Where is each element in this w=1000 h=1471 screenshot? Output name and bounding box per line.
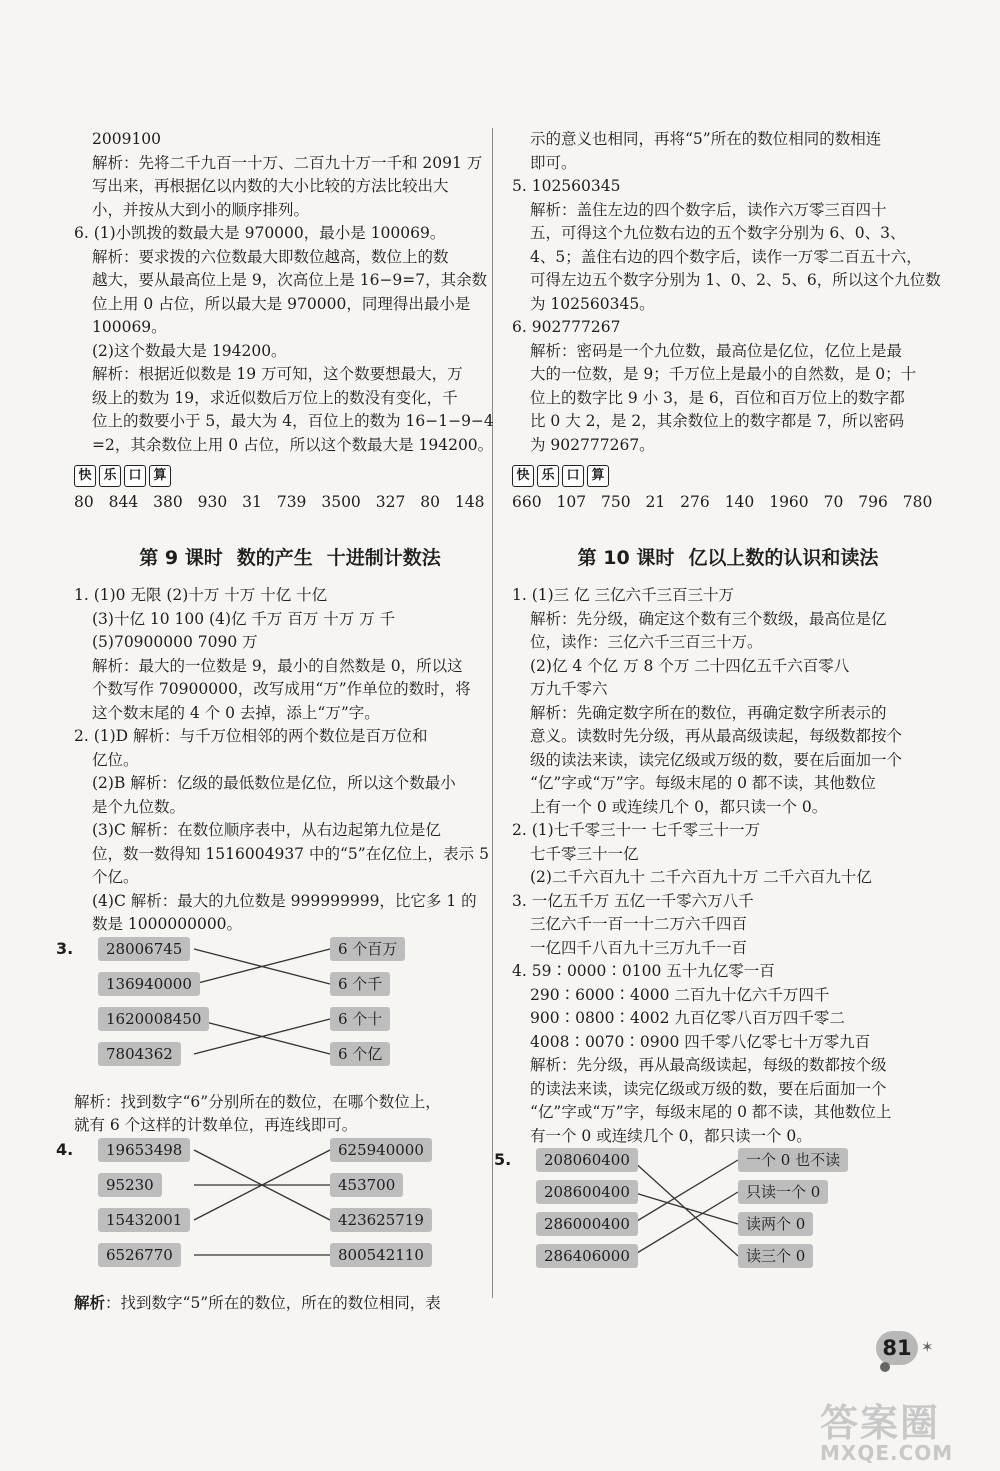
- match-right-box: 453700: [330, 1173, 403, 1197]
- text-line: 解析：先分级，再从最高级读起，每级的数都按个级: [530, 1056, 887, 1074]
- q3-matching: 3. 28006745 136940000 1620008450 7804362 6 个百万 6 个千 6 个十 6 个亿: [74, 937, 506, 1087]
- right-answers-top: [512, 128, 944, 457]
- text-line: 比 0 大 2，是 2，其余数位上的数字都是 7，所以密码: [530, 412, 905, 430]
- match-left-box: 1620008450: [98, 1007, 209, 1031]
- text-line: 级上的数为 19，求近似数后万位上的数没有变化，千: [92, 388, 458, 407]
- text-line: 七千零三十一亿: [530, 844, 639, 863]
- left-answers-top: [74, 128, 506, 457]
- text-line: 位，读作：三亿六千三百三十万。: [530, 633, 763, 651]
- q4-explanation: 解析：找到数字“5”所在的数位，所在的数位相同，表: [74, 1293, 441, 1312]
- text-line: 数是 1000000000。: [92, 915, 243, 933]
- text-line: 3. 一亿五千万 五亿一千零六万八千: [512, 891, 754, 910]
- text-line: 290∶6000∶4000 二百九十亿六千万四千: [530, 985, 830, 1004]
- text-line: 5. 102560345: [512, 177, 621, 195]
- text-line: 解析：要求拨的六位数最大即数位越高，数位上的数: [92, 247, 449, 266]
- match-left-box: 19653498: [98, 1138, 190, 1162]
- text-line: 解析：先确定数字所在的数位，再确定数字所表示的: [530, 703, 887, 722]
- text-line: 为 902777267。: [530, 435, 655, 454]
- match-right-box: 6 个千: [330, 972, 390, 996]
- match-left-box: 286406000: [536, 1244, 638, 1268]
- text-line: 解析：找到数字“6”分别所在的数位，在哪个数位上，: [74, 1092, 441, 1111]
- q3-explanation: [74, 1091, 506, 1138]
- match-right-box: 一个 0 也不读: [738, 1148, 848, 1172]
- match-left-box: 136940000: [98, 972, 200, 996]
- q5-matching: 5. 208060400 208600400 286000400 286406000 一个 0 也不读 只读一个 0 读两个 0 读三个 0: [512, 1148, 944, 1280]
- page-number: 81: [876, 1331, 918, 1365]
- match-right-box: 读三个 0: [738, 1244, 813, 1268]
- left-column: [56, 128, 506, 1315]
- text-line: 4008∶0070∶0900 四千零八亿零七十万零九百: [530, 1032, 871, 1051]
- text-line: 4、5；盖住右边的四个数字后，读作一万零二百五十六，: [530, 247, 922, 266]
- text-line: 6. (1)小凯拨的数最大是 970000，最小是 100069。: [74, 224, 446, 242]
- text-line: (2)亿 4 个亿 万 8 个万 二十四亿五千六百零八: [530, 656, 850, 675]
- match-right-box: 423625719: [330, 1208, 432, 1232]
- lesson-10-answers: [512, 584, 944, 1148]
- text-line: 大的一位数，是 9；千万位上是最小的自然数，是 0；十: [530, 365, 917, 383]
- text-line: “亿”字或“万”字，每级末尾的 0 都不读，其他数位上: [530, 1103, 892, 1121]
- text-line: 位上的数字比 9 小 3，是 6，百位和百万位上的数字都: [530, 388, 905, 407]
- text-line: 意义。读数时先分级，再从最高级读起，每级数都按个: [530, 727, 903, 745]
- text-line: 有一个 0 或连续几个 0，都只读一个 0。: [530, 1126, 812, 1145]
- text-line: 解析：密码是一个九位数，最高位是亿位，亿位上是最: [530, 341, 903, 360]
- kuaile-answers-right: 660 107 750 21 276 140 1960 70 796 780: [512, 493, 933, 511]
- match-left-box: 6526770: [98, 1243, 181, 1267]
- match-left-box: 95230: [98, 1173, 162, 1197]
- text-line: 五，可得这个九位数右边的五个数字分别为 6、0、3、: [530, 224, 906, 242]
- text-line: 级的读法来读，读完亿级或万级的数，要在后面加一个: [530, 750, 903, 769]
- text-line: 三亿六千一百一十二万六千四百: [530, 915, 748, 933]
- text-line: 越大，要从最高位上是 9，次高位上是 16−9=7，其余数: [92, 271, 488, 289]
- text-line: “亿”字或“万”字。每级末尾的 0 都不读，其他数位: [530, 774, 876, 792]
- text-line: (2)B 解析：亿级的最低数位是亿位，所以这个数最小: [92, 774, 456, 792]
- match-right-box: 6 个百万: [330, 937, 405, 961]
- text-line: (5)70900000 7090 万: [92, 633, 258, 651]
- text-line: 即可。: [530, 153, 577, 172]
- q4-matching: 4. 19653498 95230 15432001 6526770 625940000 453700 423625719 800542110: [74, 1138, 506, 1288]
- text-line: 是个九位数。: [92, 797, 186, 816]
- text-line: 可得左边五个数字分别为 1、0、2、5、6，所以这个九位数: [530, 271, 941, 289]
- text-line: 位，数一数得知 1516004937 中的“5”在亿位上，表示 5: [92, 844, 489, 863]
- text-line: 就有 6 个这样的计数单位，再连线即可。: [74, 1116, 358, 1134]
- match-right-box: 800542110: [330, 1243, 432, 1267]
- text-line: 这个数末尾的 4 个 0 去掉，添上“万”字。: [92, 703, 380, 722]
- match-left-box: 286000400: [536, 1212, 638, 1236]
- match-right-box: 读两个 0: [738, 1212, 813, 1236]
- text-line: 个亿。: [92, 868, 139, 886]
- star-icon: ✶: [921, 1338, 934, 1356]
- text-line: (2)二千六百九十 二千六百九十万 二千六百九十亿: [530, 868, 872, 886]
- text-line: 解析：先将二千九百一十万、二百九十万一千和 2091 万: [92, 153, 483, 172]
- match-left-box: 208060400: [536, 1148, 638, 1172]
- text-line: 写出来，再根据亿以内数的大小比较的方法比较出大: [92, 177, 449, 195]
- match-left-box: 15432001: [98, 1208, 190, 1232]
- match-right-box: 625940000: [330, 1138, 432, 1162]
- text-line: 位上用 0 占位，所以最大是 970000，同理得出最小是: [92, 294, 471, 313]
- text-line: 亿位。: [92, 750, 139, 769]
- match-right-box: 6 个亿: [330, 1042, 390, 1066]
- text-line: 2. (1)D 解析：与千万位相邻的两个数位是百万位和: [74, 727, 428, 745]
- text-line: 个数写作 70900000，改写成用“万”作单位的数时，将: [92, 680, 471, 698]
- text-line: 2. (1)七千零三十一 七千零三十一万: [512, 821, 761, 839]
- decor-dot: [880, 1362, 890, 1372]
- text-line: 6. 902777267: [512, 318, 621, 336]
- text-line: 4. 59∶0000∶0100 五十九亿零一百: [512, 962, 775, 980]
- text-line: 万九千零六: [530, 680, 608, 698]
- connector-line: [632, 1160, 738, 1224]
- match-right-box: 6 个十: [330, 1007, 390, 1031]
- text-line: 解析：根据近似数是 19 万可知，这个数要想最大，万: [92, 365, 463, 383]
- watermark: 答案圈 MXQE.COM: [820, 1401, 954, 1465]
- text-line: (3)十亿 10 100 (4)亿 千万 百万 十万 万 千: [92, 609, 396, 628]
- text-line: (3)C 解析：在数位顺序表中，从右边起第九位是亿: [92, 821, 441, 839]
- lesson-9-answers: [74, 584, 506, 937]
- text-line: 小，并按从大到小的顺序排列。: [92, 200, 310, 219]
- text-line: 解析：盖住左边的四个数字后，读作六万零三百四十: [530, 200, 887, 219]
- text-line: 上有一个 0 或连续几个 0，都只读一个 0。: [530, 797, 828, 816]
- match-left-box: 7804362: [98, 1042, 181, 1066]
- text-line: 1. (1)0 无限 (2)十万 十万 十亿 十亿: [74, 586, 328, 604]
- text-line: 位上的数要小于 5，最大为 4，百位上的数为 16−1−9−4: [92, 412, 494, 430]
- text-line: 一亿四千八百九十三万九千一百: [530, 938, 748, 957]
- text-line: 的读法来读，读完亿级或万级的数，要在后面加一个: [530, 1079, 887, 1098]
- match-left-box: 208600400: [536, 1180, 638, 1204]
- text-line: 为 102560345。: [530, 294, 655, 313]
- text-line: =2，其余数位上用 0 占位，所以这个数最大是 194200。: [92, 435, 494, 454]
- kuaile-kousuan-label-right: 快 乐 口 算: [512, 465, 944, 487]
- kuaile-kousuan-label-left: 快 乐 口 算: [74, 465, 506, 487]
- text-line: 示的意义也相同，再将“5”所在的数位相同的数相连: [530, 130, 882, 148]
- right-column: [494, 128, 944, 1284]
- text-line: 100069。: [92, 318, 167, 336]
- text-line: 解析：最大的一位数是 9，最小的自然数是 0，所以这: [92, 656, 463, 675]
- connector-line: [632, 1192, 738, 1224]
- text-line: (4)C 解析：最大的九位数是 999999999，比它多 1 的: [92, 891, 477, 910]
- text-line: (2)这个数最大是 194200。: [92, 341, 287, 360]
- text-line: 1. (1)三 亿 三亿六千三百三十万: [512, 586, 735, 604]
- text-line: 解析：先分级，确定这个数有三个数级，最高位是亿: [530, 609, 887, 628]
- connector-line: [632, 1192, 738, 1256]
- text-line: 900∶0800∶4002 九百亿零八百万四千零二: [530, 1009, 845, 1027]
- lesson-9-title: 第 9 课时 数的产生 十进制计数法: [139, 547, 441, 569]
- match-right-box: 只读一个 0: [738, 1180, 828, 1204]
- text-line: 2009100: [92, 130, 162, 148]
- kuaile-answers-left: 80 844 380 930 31 739 3500 327 80 148: [74, 493, 485, 511]
- lesson-10-title: 第 10 课时 亿以上数的认识和读法: [577, 547, 879, 569]
- match-left-box: 28006745: [98, 937, 190, 961]
